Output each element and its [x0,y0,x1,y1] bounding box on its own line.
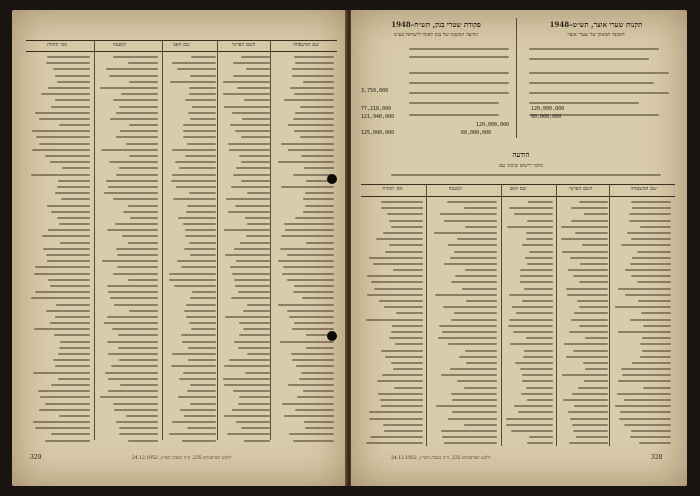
page-number: 328 [651,454,663,461]
section-title: תקנות שערי אוצר, תש״ט–1948 [549,20,643,29]
col-first: השם הפרטי [569,186,593,192]
left-page [12,10,347,486]
col-family: שם המשפחה [630,186,657,192]
table-row [26,438,337,444]
column-headers [26,42,337,48]
summary-value: 125,000,000 [361,130,395,136]
page-footer: ילקוט הפרסומים 235, כ״ה בטבת תשי״ג, 24.12.1952 [391,456,491,461]
header-rule [26,40,337,41]
table-rule-2 [361,196,675,197]
summary-value: 3,750,000 [361,88,389,94]
table-row [361,440,675,446]
col-id: מס׳ הזהות [47,42,68,48]
summary-value: 60,000,000 [461,130,492,136]
punch-hole [327,174,337,184]
col-address: המענה [112,42,126,48]
punch-hole [327,331,337,341]
section-title-b: פקודת שטרי בנק, תש״ח–1948 [391,20,481,29]
register-table [26,54,337,449]
notice-subtitle: בדבר רישום שיכוני עם [499,163,543,169]
col-father: שם האב [509,186,527,192]
right-column-headers [361,186,675,192]
table-rule [361,184,675,185]
right-page [351,10,687,486]
summary-value: 90,000,000 [531,114,562,120]
summary-value: 121,940,000 [361,114,395,120]
col-address: המענה [448,186,462,192]
section-subtitle: המבנה המאוזן של שערי אוצר [567,32,625,38]
col-family: שם המשפחה [292,42,319,48]
col-first: השם הפרטי [231,42,256,48]
section-subtitle-b: הודעה המשנה של בנק לאומי לישראל בע״מ [393,32,479,38]
summary-value: 120,000,000 [531,106,565,112]
notice-title: הודעה [512,150,530,159]
col-father: שם האב [173,42,190,48]
register-table-right [361,199,675,447]
page-number: 329 [30,454,42,461]
header-rule-2 [26,51,337,52]
summary-value: 120,000,000 [476,122,510,128]
col-id: מס׳ הזהות [382,186,403,192]
section-divider [516,18,517,138]
page-footer: ילקוט הפרסומים 235, כ״ה בטבת תשי״ג, 24.12.1952 [132,456,232,461]
summary-value: 77,218,000 [361,106,392,112]
